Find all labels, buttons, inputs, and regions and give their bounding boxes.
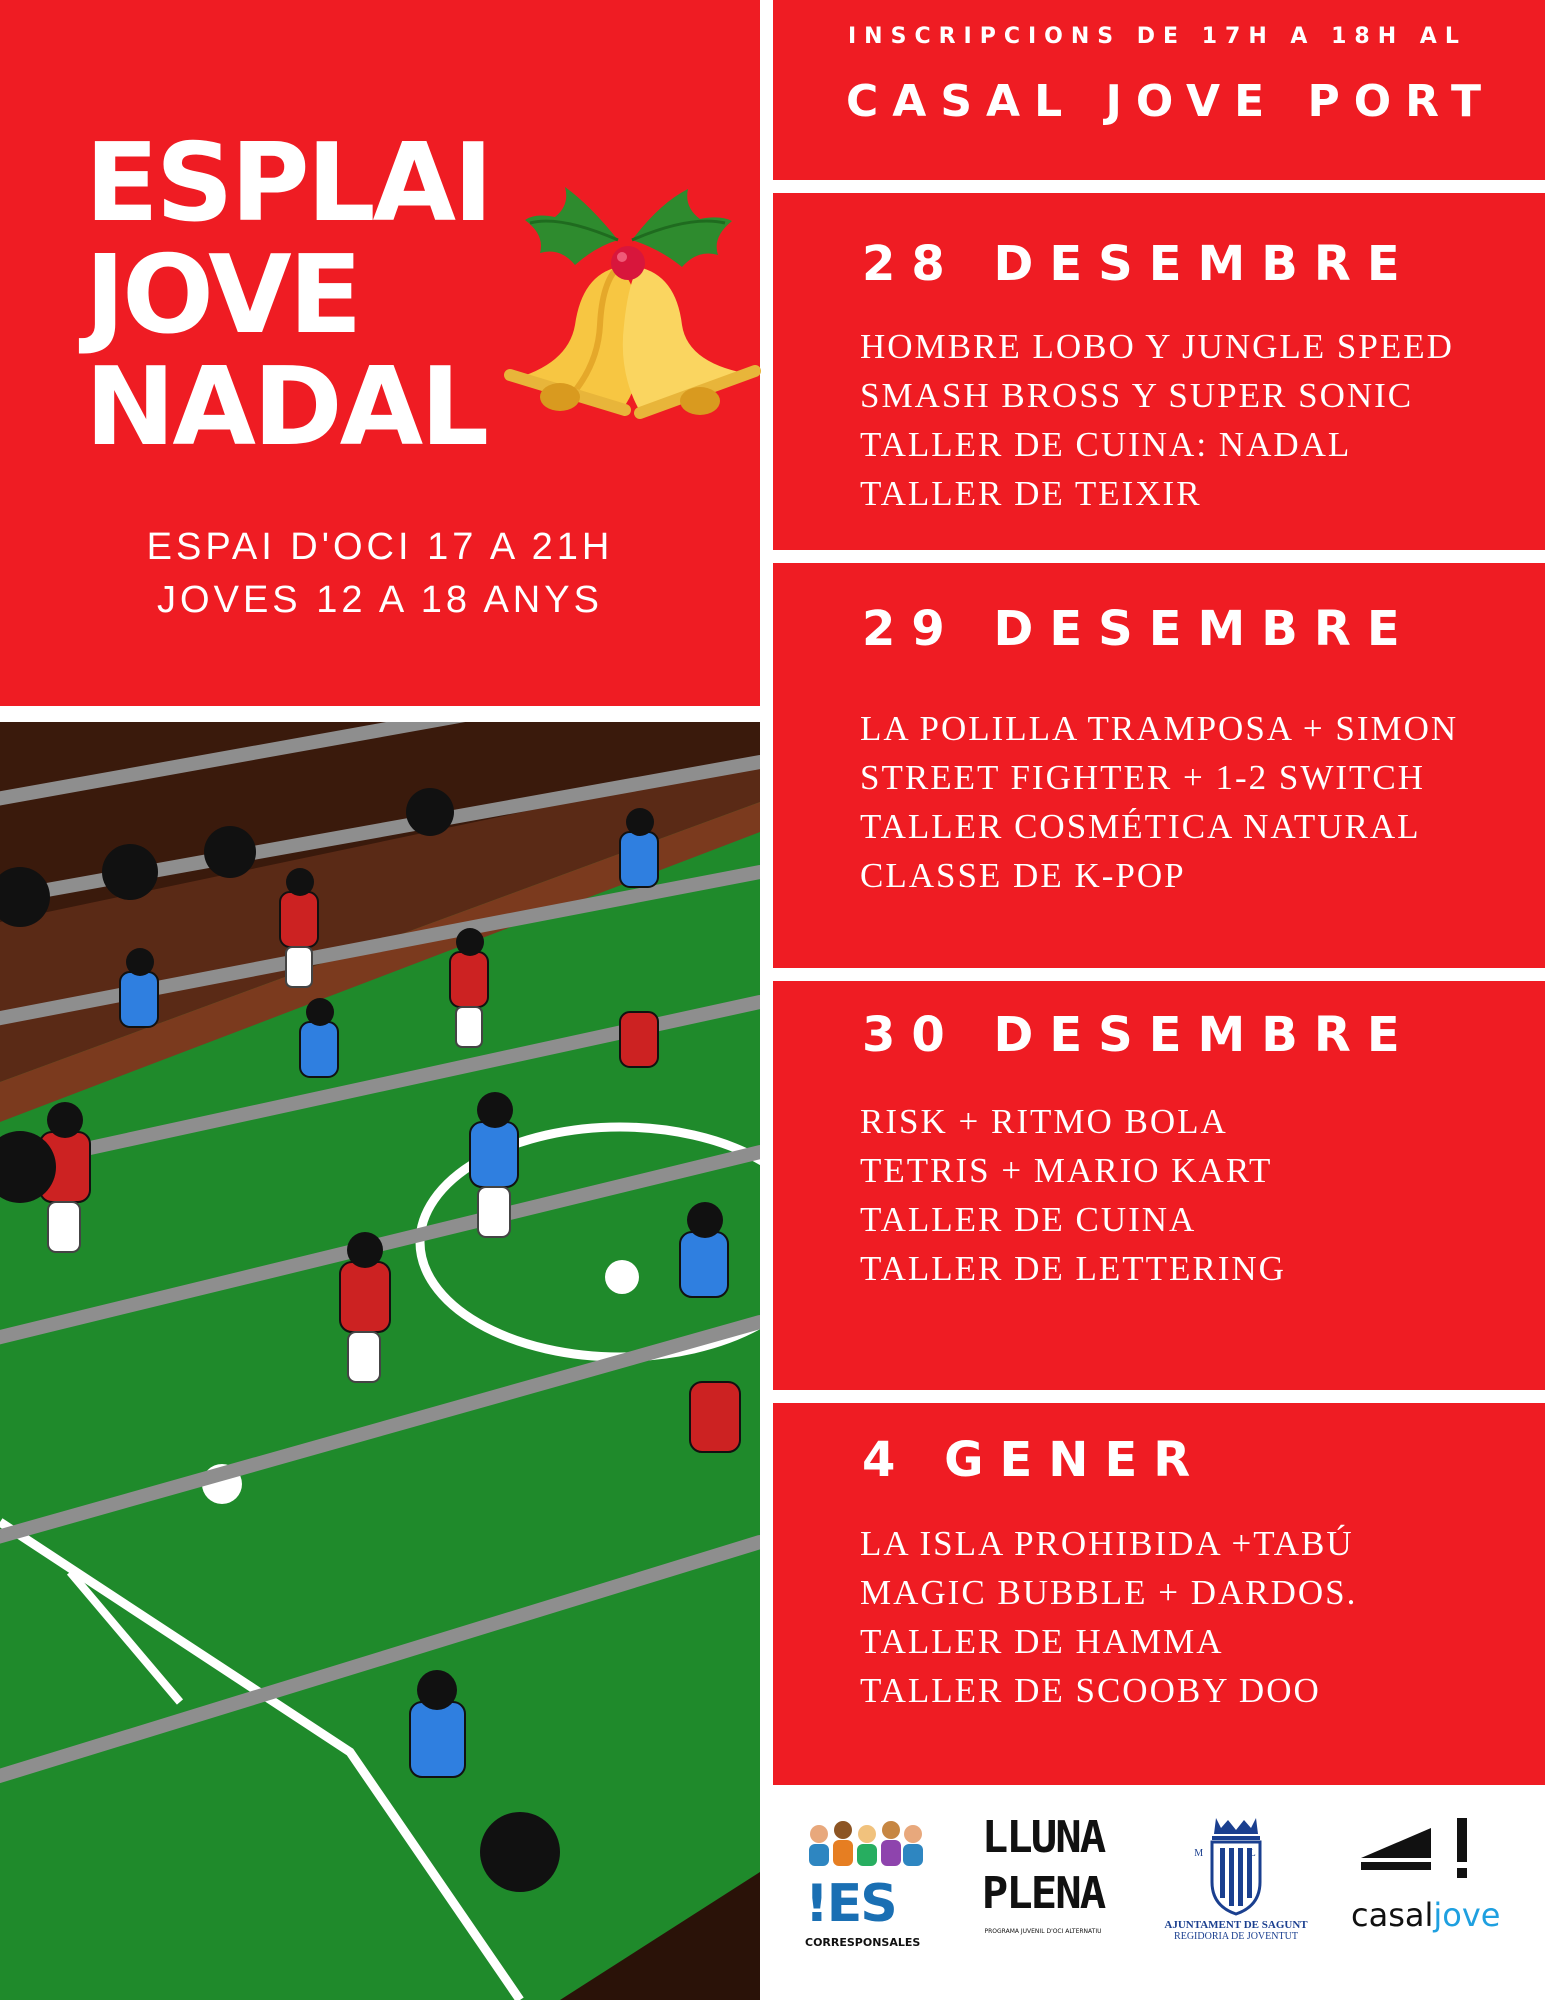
day-title-3: 30 DESEMBRE bbox=[862, 1007, 1416, 1063]
logo-lluna-plena bbox=[978, 1810, 1108, 1990]
day-title-1: 28 DESEMBRE bbox=[862, 236, 1416, 292]
activity-item: RISK + RITMO BOLA bbox=[860, 1102, 1228, 1141]
title-line-3: NADAL bbox=[85, 345, 487, 470]
activity-list-4 bbox=[860, 1519, 1357, 1715]
ajuntament-name: AJUNTAMENT DE SAGUNT bbox=[1164, 1919, 1308, 1931]
ages-text: JOVES 12 A 18 ANYS bbox=[157, 579, 603, 621]
christmas-bells-icon bbox=[500, 175, 765, 425]
day-title-2: 29 DESEMBRE bbox=[862, 601, 1416, 657]
activity-list-3 bbox=[860, 1097, 1286, 1293]
jove-word: jove bbox=[1433, 1896, 1501, 1934]
lluna-line-2: PLENA bbox=[981, 1868, 1105, 1919]
activity-item: TALLER DE HAMMA bbox=[860, 1622, 1224, 1661]
activity-list-1 bbox=[860, 322, 1454, 518]
casal-jove-house-icon bbox=[1361, 1818, 1481, 1893]
activity-item: CLASSE DE K-POP bbox=[860, 856, 1186, 895]
es-label: CORRESPONSALES bbox=[805, 1936, 921, 1949]
activity-item: HOMBRE LOBO Y JUNGLE SPEED bbox=[860, 327, 1454, 366]
day-title-4: 4 GENER bbox=[862, 1432, 1207, 1488]
activity-list-2 bbox=[860, 704, 1458, 900]
activity-item: SMASH BROSS Y SUPER SONIC bbox=[860, 376, 1414, 415]
registration-line-1: INSCRIPCIONS DE 17H A 18H AL bbox=[848, 24, 1467, 49]
logo-es-corresponsales bbox=[805, 1818, 925, 1988]
casal-word: casal bbox=[1351, 1896, 1434, 1934]
activity-item: MAGIC BUBBLE + DARDOS. bbox=[860, 1573, 1358, 1612]
sagunt-shield-icon bbox=[1206, 1816, 1266, 1916]
activity-item: STREET FIGHTER + 1-2 SWITCH bbox=[860, 758, 1426, 797]
activity-item: LA POLILLA TRAMPOSA + SIMON bbox=[860, 709, 1459, 748]
activity-item: TALLER DE SCOOBY DOO bbox=[860, 1671, 1321, 1710]
activity-item: TALLER DE LETTERING bbox=[860, 1249, 1286, 1288]
title-line-1: ESPLAI bbox=[85, 121, 491, 246]
ajuntament-dept: REGIDORIA DE JOVENTUT bbox=[1174, 1931, 1298, 1942]
activity-item: TALLER DE TEIXIR bbox=[860, 474, 1202, 513]
registration-venue: CASAL JOVE PORT bbox=[846, 76, 1496, 127]
activity-item: TALLER COSMÉTICA NATURAL bbox=[860, 807, 1421, 846]
es-mark: !ES bbox=[805, 1874, 896, 1934]
header-panel bbox=[0, 0, 760, 706]
title-line-2: JOVE bbox=[85, 233, 360, 358]
lluna-tagline: PROGRAMA JUVENIL D'OCI ALTERNATIU bbox=[984, 1928, 1102, 1935]
foosball-photo bbox=[0, 722, 760, 2000]
activity-item: TALLER DE CUINA: NADAL bbox=[860, 425, 1352, 464]
poster-title bbox=[85, 121, 491, 470]
hours-text: ESPAI D'OCI 17 A 21H bbox=[146, 526, 614, 568]
lluna-line-1: LLUNA bbox=[981, 1812, 1105, 1863]
people-icon bbox=[805, 1818, 925, 1868]
activity-item: TALLER DE CUINA bbox=[860, 1200, 1197, 1239]
activity-item: TETRIS + MARIO KART bbox=[860, 1151, 1273, 1190]
logo-ajuntament-sagunt bbox=[1151, 1816, 1321, 1986]
sponsor-logos bbox=[773, 1788, 1545, 2000]
ajuntament-mark: M L bbox=[1194, 1848, 1278, 1859]
logo-casal-jove bbox=[1351, 1818, 1531, 1988]
activity-item: LA ISLA PROHIBIDA +TABÚ bbox=[860, 1524, 1354, 1563]
casal-jove-wordmark bbox=[1351, 1897, 1531, 1933]
